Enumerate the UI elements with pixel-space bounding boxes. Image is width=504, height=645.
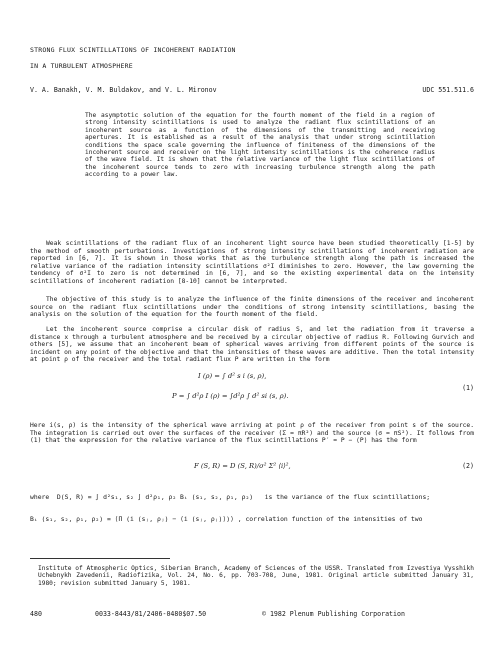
page-number: 480 (30, 610, 42, 618)
author-list: V. A. Banakh, V. M. Buldakov, and V. L. Mironov (30, 86, 217, 94)
copyright-notice: © 1982 Plenum Publishing Corporation (262, 610, 405, 618)
definition-variance-line: where D(S, R) = ∫ d²s₁, s₂ ∫ d²ρ₁, ρ₂ Bᵢ (s₁, s₂, ρ₁, ρ₂) is the variance of the flux scintillations; (30, 494, 431, 501)
paragraph-objective: The objective of this study is to analyze the influence of the finite dimensions of the receiver and incoherent source on the radiant flux scintillations under the conditions of strong intensity scintillations, basing the analysis on the solution of the equation for the fourth moment of the field. (30, 296, 474, 318)
publication-code: 0033-8443/81/2406-0480$07.50 (95, 610, 207, 618)
abstract: The asymptotic solution of the equation for the fourth moment of the field in a region of strong intensity scintillations is used to analyze the radiant flux scintillations of an incoherent source as a function of the dimensions of the transmitting and receiving apertures. It is established as a result of the analysis that under strong scintillation conditions the space scale governing the influence of finiteness of the dimensions of the incoherent source and receiver on the light intensity scintillations is the coherence radius of the wave field. It is shown that the relative variance of the light flux scintillations of the incoherent source tends to zero with increasing turbulence strength along the path according to a power law. (85, 112, 435, 179)
equation-2: F (S, R) = D (S, R)/σ² Σ² ⟨i⟩², (194, 462, 291, 470)
footnote: Institute of Atmospheric Optics, Siberian Branch, Academy of Sciences of the USSR. Translated from Izvestiya Vysshikh Uchebnykh Zavedenii, Radiofizika, Vol. 24, No. 6, pp. 703-708, June, 1981. Original article submitted January 31, 1980; revision submitted January 5, 1981. (38, 565, 474, 587)
definition-correlation-line: Bᵢ (s₁, s₂, ρ₁, ρ₂) = ⟨Π (i (sⱼ, ρⱼ) − ⟨i (sⱼ, ρⱼ)⟩)⟩ , correlation function of the intensities of two (30, 516, 423, 523)
paragraph-introduction: Weak scintillations of the radiant flux of an incoherent light source have been studied theoretically [1-5] by the method of smooth perturbations. Investigations of strong intensity scintillations of incoherent radiation are reported in [6, 7]. It is shown in those works that as the turbulence strength along the path is increased the relative variance of the radiation intensity scintillations σ²I diminishes to zero. However, the law governing the tendency of σ²I to zero is not determined in [6, 7], and so the existing experimental data on the intensity scintillations of incoherent radiation [8-10] cannot be interpreted. (30, 240, 474, 285)
equation-number-2: (2) (462, 462, 474, 470)
article-title-line-2: IN A TURBULENT ATMOSPHERE (30, 62, 133, 70)
footnote-divider (30, 558, 170, 559)
article-title-line-1: STRONG FLUX SCINTILLATIONS OF INCOHERENT RADIATION (30, 46, 236, 54)
paragraph-setup: Let the incoherent source comprise a circular disk of radius S, and let the radiation from it traverse a distance x through a turbulent atmosphere and be received by a circular objective of radius R. Following Gurvich and others [5], we assume that an incoherent beam of spherical waves arriving from different points of the source is incident on any point of the objective and that the intensities of these waves are additive. Then the total intensity at point ρ of the receiver and the total radiant flux P are written in the form (30, 326, 474, 363)
equation-1b: P = ∫ d²ρ I (ρ) = ∫d²ρ ∫ d² si (s, ρ). (172, 392, 289, 400)
paragraph-definitions: Here i(s, ρ) is the intensity of the spherical wave arriving at point ρ of the receiver from point s of the source. The integration is carried out over the surfaces of the receiver (Σ = πR²) and the source (σ = πS²). It follows from (1) that the expression for the relative variance of the flux scintillations P′ = P − ⟨P⟩ has the form (30, 422, 474, 444)
equation-1a: I (ρ) = ∫ d² s i (s, ρ), (198, 372, 267, 380)
equation-number-1: (1) (462, 384, 474, 392)
udc-code: UDC 551.511.6 (422, 86, 474, 94)
